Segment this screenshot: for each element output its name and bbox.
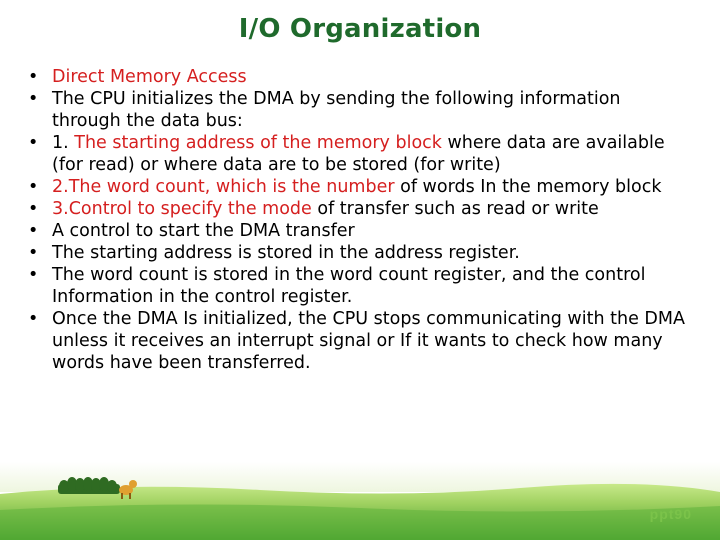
bullet-item <box>28 220 688 242</box>
bullet-item <box>28 198 688 220</box>
bullet-text: A control to start the DMA transfer <box>52 221 355 241</box>
bullet-text: of transfer such as read or write <box>311 199 599 219</box>
highlighted-text: The starting address of the memory block <box>74 133 442 153</box>
watermark-text: ppt90 <box>649 506 692 522</box>
bullet-item <box>28 176 688 198</box>
bullet-text: The starting address is stored in the address register. <box>52 243 520 263</box>
slide-title: I/O Organization <box>238 14 482 44</box>
bullet-item <box>28 132 688 176</box>
grass-footer-image <box>0 462 720 540</box>
bullet-text: The word count is stored in the word count register, and the control Information in the control register. <box>52 265 646 307</box>
bullet-text: 1. <box>52 133 75 153</box>
bullet-item <box>28 88 688 132</box>
highlighted-text: 3.Control to specify the mode <box>52 199 312 219</box>
bullet-item <box>28 308 688 374</box>
grass-footer-illustration <box>0 462 720 540</box>
bullet-text: of words In the memory block <box>394 177 662 197</box>
bullet-text: Once the DMA Is initialized, the CPU stops communicating with the DMA unless it receives an interrupt signal or If it wants to check how many words have been transferred. <box>52 309 685 373</box>
bullet-text: where data are available (for read) or where data are to be stored (for write) <box>52 133 665 175</box>
highlighted-text: 2.The word count, which is the number <box>52 177 395 197</box>
bullet-item <box>28 66 688 88</box>
bullet-list <box>28 66 688 374</box>
bullet-item <box>28 264 688 308</box>
bullet-item <box>28 242 688 264</box>
bullet-text: The CPU initializes the DMA by sending the following information through the data bus: <box>52 89 621 131</box>
highlighted-text: Direct Memory Access <box>52 67 247 87</box>
